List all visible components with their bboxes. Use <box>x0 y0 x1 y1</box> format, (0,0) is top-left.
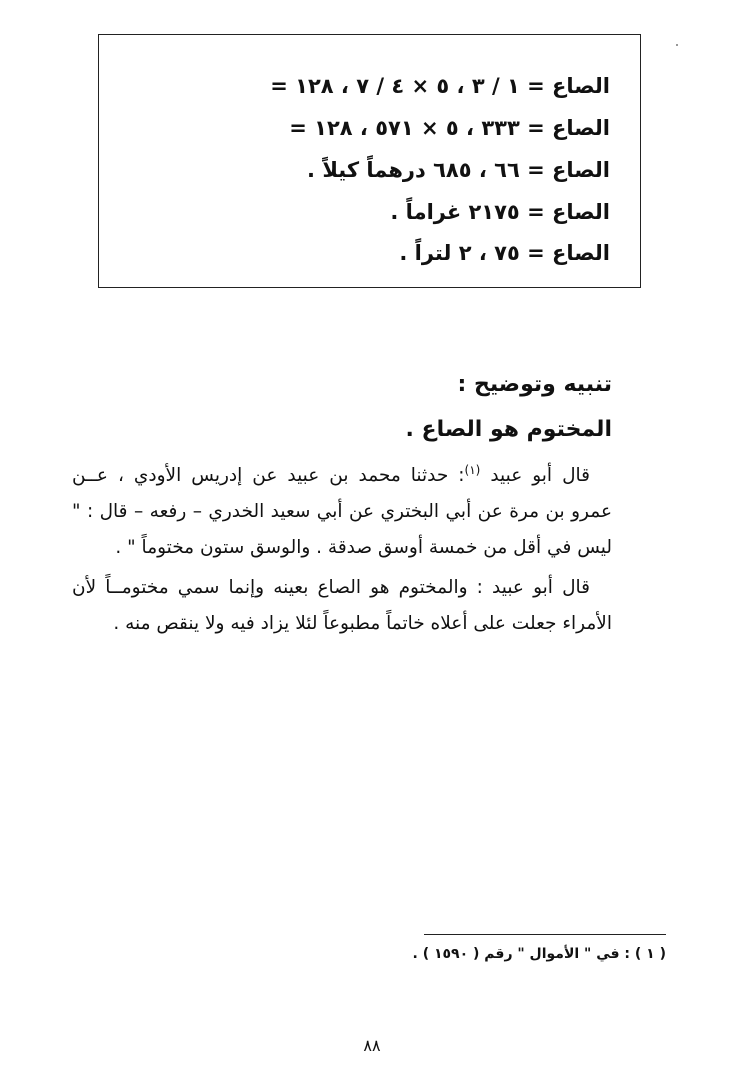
paragraph-1 <box>72 452 612 566</box>
section-subtitle: المختوم هو الصاع . <box>405 417 612 442</box>
page-number: ٨٨ <box>363 1036 381 1055</box>
paragraph-2-line-1: قال أبو عبيد : والمختوم هو الصاع بعينه وإنما سمي مختومــاً لأن <box>72 577 590 598</box>
paragraph-2-line-2: الأمراء جعلت على أعلاه خاتماً مطبوعاً لئلا يزاد فيه ولا ينقص منه . <box>113 613 612 634</box>
paragraph-1-line-1-end: : حدثنا محمد بن عبيد عن إدريس الأودي ، عــن <box>72 465 465 487</box>
paragraph-2 <box>72 570 612 642</box>
paragraph-1-line-2: عمرو بن مرة عن أبي البختري عن أبي سعيد الخدري – رفعه – قال : " <box>72 501 612 523</box>
footnote-reference: (١) <box>464 463 481 477</box>
footnote-text: ( ١ ) : في " الأموال " رقم ( ١٥٩٠ ) . <box>412 946 666 962</box>
equation-line-3: الصاع = ٦٦ ، ٦٨٥ درهماً كيلاً . <box>307 158 610 182</box>
equation-line-5: الصاع = ٧٥ ، ٢ لتراً . <box>399 241 610 265</box>
equation-line-2: الصاع = ٣٣٣ ، ٥ × ٥٧١ ، ١٢٨ = <box>289 116 610 140</box>
footnote-divider <box>424 934 666 935</box>
equation-box <box>98 34 641 288</box>
paragraph-1-line-1 <box>72 452 612 494</box>
note-heading: تنبيه وتوضيح : <box>457 372 612 397</box>
paragraph-1-line-1-start: قال أبو عبيد <box>490 465 590 487</box>
equation-line-4: الصاع = ٢١٧٥ غراماً . <box>390 200 610 224</box>
equation-line-1: الصاع = ١ / ٣ ، ٥ × ٤ / ٧ ، ١٢٨ = <box>270 74 610 98</box>
scan-speck <box>676 44 678 46</box>
paragraph-1-line-3: ليس في أقل من خمسة أوسق صدقة . والوسق ستون مختوماً " . <box>115 537 612 559</box>
